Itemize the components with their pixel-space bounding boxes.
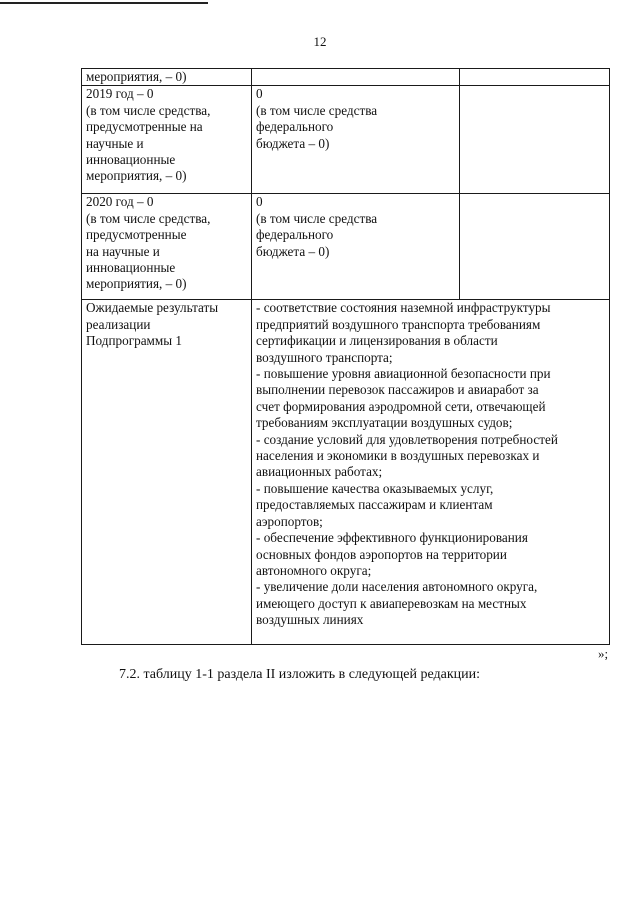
table-cell: 0 (в том числе средства федерального бюджета – 0) bbox=[252, 86, 460, 194]
table-row bbox=[82, 194, 610, 300]
closing-quote: »; bbox=[598, 646, 609, 661]
table-cell bbox=[460, 86, 610, 194]
table-cell: 2019 год – 0 (в том числе средства, предусмотренные на научные и инновационные мероприятия, – 0) bbox=[82, 86, 252, 194]
table-row bbox=[82, 69, 610, 86]
expected-results-content: - соответствие состояния наземной инфраструктуры предприятий воздушного транспорта требованиям сертификации и лицензирования в области воздушного транспорта; - повышение уровня авиационной безопасности при выполнении перевозок пассажиров и авиаработ за счет формирования аэродромной сети, отвечающей требованиям эксплуатации воздушных судов; - создание условий для удовлетворения потребностей населения и экономики в воздушных перевозках и авиационных работах; - повышение качества оказываемых услуг, предоставляемых пассажирам и клиентам аэропортов; - обеспечение эффективного функционирования основных фондов аэропортов на территории автономного округа; - увеличение доли населения автономного округа, имеющего доступ к авиаперевозкам на местных воздушных линиях bbox=[252, 300, 610, 645]
table-row bbox=[82, 300, 610, 645]
table-cell: 2020 год – 0 (в том числе средства, предусмотренные на научные и инновационные мероприятия, – 0) bbox=[82, 194, 252, 300]
expected-results-label: Ожидаемые результаты реализации Подпрограммы 1 bbox=[82, 300, 252, 645]
table-cell bbox=[252, 69, 460, 86]
table-cell bbox=[460, 69, 610, 86]
table-cell: 0 (в том числе средства федерального бюджета – 0) bbox=[252, 194, 460, 300]
instruction-paragraph: 7.2. таблицу 1-1 раздела II изложить в следующей редакции: bbox=[119, 667, 481, 682]
table-cell: мероприятия, – 0) bbox=[82, 69, 252, 86]
passport-table bbox=[81, 68, 610, 645]
table-row bbox=[82, 86, 610, 194]
top-rule bbox=[0, 2, 208, 4]
page-number: 12 bbox=[313, 34, 327, 49]
table-cell bbox=[460, 194, 610, 300]
